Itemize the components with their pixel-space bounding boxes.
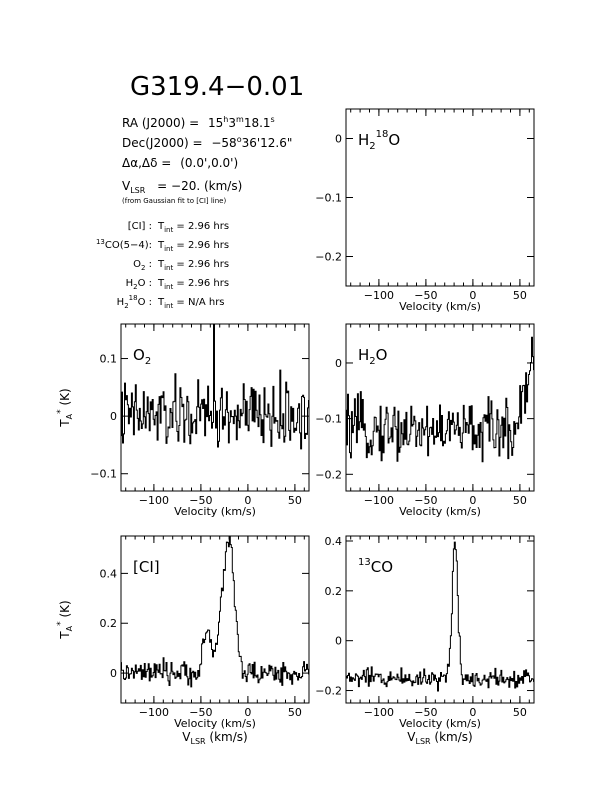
x-tick-label: −50 (414, 289, 438, 302)
x-tick-label: 0 (244, 706, 252, 719)
plot-frame (346, 109, 534, 286)
ra-minutes: 3 (228, 116, 237, 130)
y-tick-label: −0.1 (315, 412, 342, 426)
dec-rest: 36'12.6" (241, 136, 293, 150)
species-label: $^{13}$CO (358, 557, 394, 576)
tint-value: $T_{int} = N/A$ hrs (158, 297, 225, 310)
svg-text:Dec(J2000) = −58o36'12.6: Dec(J2000) = $-58^o36'12.6$" (122, 135, 293, 150)
y-tick-label: −0.2 (315, 250, 342, 264)
y-tick-label: 0 (335, 132, 342, 146)
integration-times (96, 221, 229, 310)
x-tick-label: 50 (512, 494, 527, 507)
offset-value: (0.0',0.0') (180, 156, 239, 170)
tint-species: $H_2^{18}O$ : (116, 294, 152, 310)
x-axis-label: Velocity (km/s) (174, 505, 256, 518)
x-tick-label: 50 (512, 706, 527, 719)
x-tick-label: 50 (287, 494, 302, 507)
panel-h2-18o (315, 109, 534, 313)
tint-value: $T_{int} = 2.96$ hrs (158, 259, 230, 272)
tint-species: $^{13}$CO(5−4): (95, 238, 152, 251)
y-tick-label: −0.1 (315, 191, 342, 205)
panel-h2o (315, 324, 534, 518)
y-axis-label: $T_A^*$ (K) (56, 388, 74, 427)
x-tick-label: −100 (363, 494, 395, 507)
y-tick-label: −0.2 (315, 684, 342, 698)
y-tick-label: −0.1 (90, 467, 117, 481)
tint-value: $T_{int} = 2.96$ hrs (158, 240, 230, 253)
tint-species: $O_2$ : (133, 259, 152, 272)
x-tick-label: −50 (189, 494, 213, 507)
vlsr-note: (from Gaussian fit to [CI] line) (122, 197, 227, 205)
x-axis-label: Velocity (km/s) (399, 300, 481, 313)
species-label: $H_2^{18}O$ (358, 129, 401, 152)
tint-species: [CI] : (127, 221, 152, 232)
y-tick-label: 0.4 (324, 534, 342, 548)
panel-13co (315, 535, 534, 746)
x-tick-label: 0 (469, 289, 477, 302)
vlsr-sub: LSR (130, 186, 146, 195)
panel-o2 (56, 324, 309, 518)
x-axis-label: Velocity (km/s) (174, 717, 256, 730)
y-tick-label: 0 (110, 667, 117, 681)
x-tick-label: −50 (414, 706, 438, 719)
y-axis-label: $T_A^*$ (K) (56, 600, 74, 639)
vlsr-axis-label: $V_{LSR}$ (km/s) (407, 730, 473, 746)
offset-label: Δα,Δδ = (122, 156, 172, 170)
figure-title: G319.4−0.01 (130, 72, 305, 102)
x-tick-label: 0 (244, 494, 252, 507)
x-tick-label: −100 (138, 494, 170, 507)
x-tick-label: 0 (469, 494, 477, 507)
dec-label: Dec(J2000) = (122, 136, 203, 150)
y-tick-label: 0.4 (99, 567, 117, 581)
x-tick-label: 0 (469, 706, 477, 719)
tint-value: $T_{int} = 2.96$ hrs (158, 278, 230, 291)
species-label: $H_2O$ (358, 346, 388, 367)
x-tick-label: 50 (512, 289, 527, 302)
spectrum-line-o2 (121, 324, 309, 449)
dec-degrees: −58 (211, 136, 237, 150)
svg-text:VLSR = −20. (km/s) (122, 179, 242, 196)
ra-label: RA (J2000) = (122, 116, 200, 130)
y-tick-label: 0.2 (324, 584, 342, 598)
svg-text:RA (J2000) = 15h3m18.1s: RA (J2000) = 15$^h$3$^m$18.1$^s$ (122, 115, 275, 130)
vlsr-value: = −20. (km/s) (157, 179, 243, 193)
x-tick-label: −100 (138, 706, 170, 719)
vlsr-axis-label: $V_{LSR}$ (km/s) (182, 730, 248, 746)
x-tick-label: −50 (414, 494, 438, 507)
y-tick-label: 0.2 (99, 617, 117, 631)
panel-ci (56, 536, 309, 746)
x-tick-label: −50 (189, 706, 213, 719)
y-tick-label: −0.2 (315, 468, 342, 482)
x-tick-label: −100 (363, 289, 395, 302)
tint-value: $T_{int} = 2.96$ hrs (158, 221, 230, 234)
ra-hours: 15 (208, 116, 224, 130)
x-axis-label: Velocity (km/s) (399, 505, 481, 518)
x-axis-label: Velocity (km/s) (399, 717, 481, 730)
x-tick-label: −100 (363, 706, 395, 719)
y-tick-label: 0.1 (99, 352, 117, 366)
y-tick-label: 0 (335, 356, 342, 370)
x-tick-label: 50 (287, 706, 302, 719)
ra-seconds: 18.1 (243, 116, 271, 130)
vlsr-label: V (122, 179, 131, 193)
tint-species: $H_2O$ : (125, 278, 152, 291)
svg-text:Δα,Δδ = (0.0',0.0') (122, 156, 238, 170)
species-label: [CI] (133, 558, 160, 576)
species-label: $O_2$ (133, 346, 152, 367)
y-tick-label: 0 (110, 410, 117, 424)
source-info (122, 115, 292, 205)
y-tick-label: 0 (335, 634, 342, 648)
